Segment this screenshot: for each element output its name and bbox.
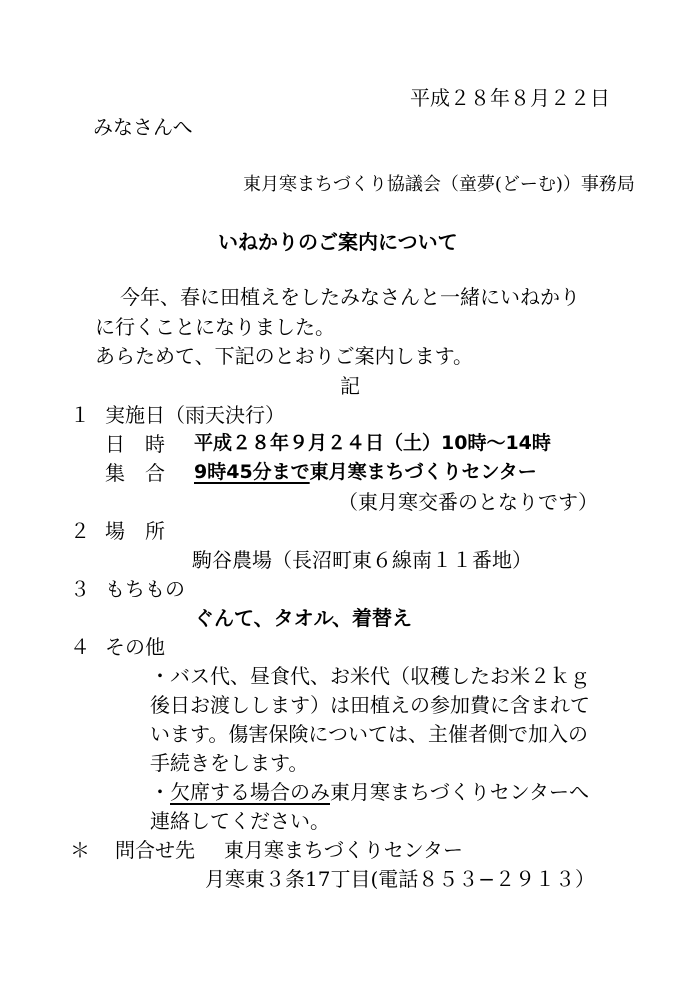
note-1-line-3: います。傷害保険については、主催者側で加入の bbox=[150, 722, 588, 746]
note-1-line-2: 後日お渡しします）は田植えの参加費に含まれて bbox=[150, 693, 590, 717]
section-1-heading: 実施日（雨天決行） bbox=[105, 403, 285, 427]
location: 駒谷農場（長沼町東６線南１１番地） bbox=[192, 548, 532, 572]
note-2-line-1 bbox=[150, 782, 589, 802]
contact-mark: ＊ bbox=[70, 838, 90, 862]
addressee: みなさんへ bbox=[93, 115, 193, 139]
meeting-place: 東月寒まちづくりセンター bbox=[309, 461, 537, 483]
intro-line-1: 今年、春に田植えをしたみなさんと一緒にいねかり bbox=[120, 285, 580, 309]
intro-line-2: に行くことになりました。 bbox=[95, 315, 335, 339]
section-2-number: ２ bbox=[70, 519, 90, 543]
note-2-bullet: ・ bbox=[150, 780, 170, 804]
note-1-line-1: ・バス代、昼食代、お米代（収穫したお米２ｋｇ bbox=[150, 664, 590, 688]
note-1-line-4: 手続きをします。 bbox=[150, 751, 309, 775]
section-4-number: ４ bbox=[70, 635, 90, 659]
note-2-line-2: 連絡してください。 bbox=[150, 809, 330, 833]
items-to-bring: ぐんて、タオル、着替え bbox=[194, 606, 412, 630]
meeting-note: （東月寒交番のとなりです） bbox=[338, 490, 598, 514]
meeting-time: 9時45分まで bbox=[194, 461, 310, 483]
datetime-value: 平成２８年９月２４日（土）10時～14時 bbox=[194, 432, 551, 454]
section-3-heading: もちもの bbox=[105, 577, 185, 601]
datetime-label: 日 時 bbox=[105, 432, 165, 456]
sender: 東月寒まちづくり協議会（童夢(どーむ)）事務局 bbox=[243, 174, 635, 195]
page-title: いねかりのご案内について bbox=[218, 230, 458, 254]
date: 平成２８年８月２２日 bbox=[410, 86, 610, 110]
meeting-label: 集 合 bbox=[105, 461, 165, 485]
section-4-heading: その他 bbox=[105, 635, 165, 659]
note-2-underlined: 欠席する場合のみ bbox=[170, 780, 330, 804]
contact-address: 月寒東３条17丁目(電話８５３−２９１３） bbox=[205, 867, 596, 891]
section-2-heading: 場 所 bbox=[105, 519, 165, 543]
intro-line-3: あらためて、下記のとおりご案内します。 bbox=[95, 344, 473, 368]
contact-label: 問合せ先 bbox=[115, 838, 195, 862]
meeting-value bbox=[194, 463, 537, 482]
section-1-number: １ bbox=[70, 403, 90, 427]
ki-mark: 記 bbox=[340, 374, 360, 398]
contact-name: 東月寒まちづくりセンター bbox=[224, 838, 463, 862]
note-2-rest: 東月寒まちづくりセンターへ bbox=[330, 780, 589, 804]
section-3-number: ３ bbox=[70, 577, 90, 601]
